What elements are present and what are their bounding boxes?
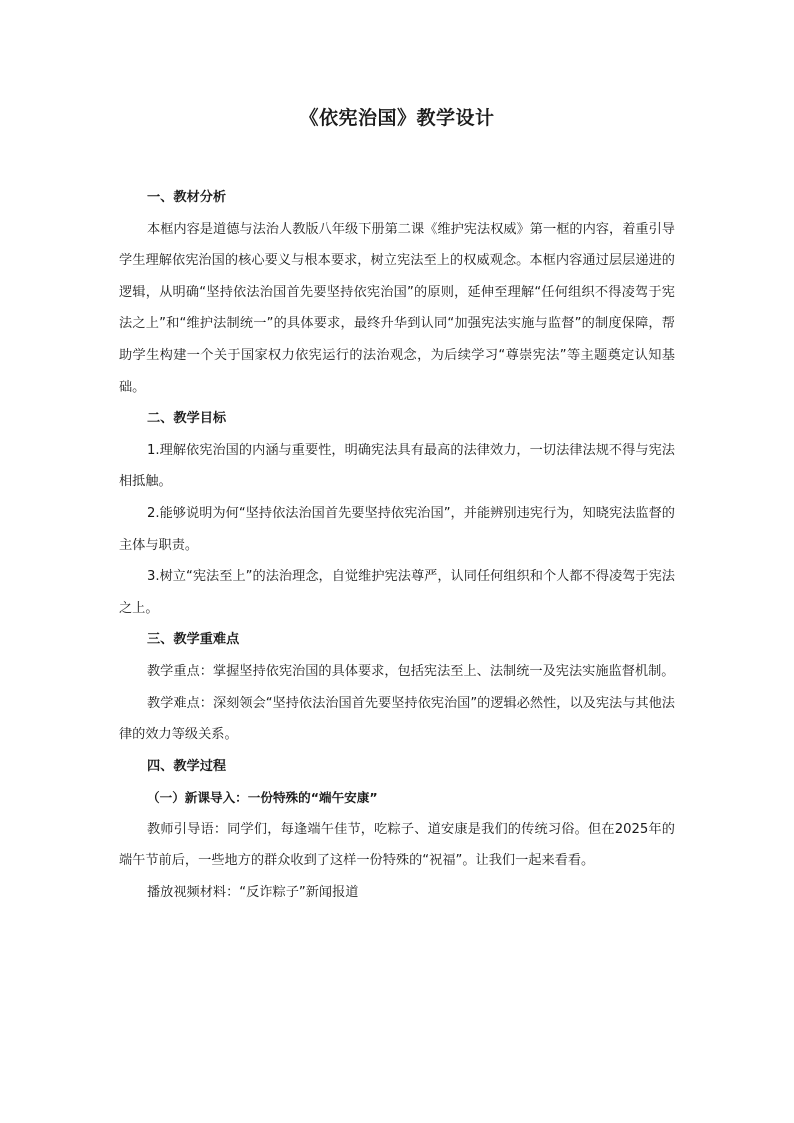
section-heading-teaching-process: 四、教学过程 [147, 758, 227, 774]
teaching-goal-3: 3.树立“宪法至上”的法治理念，自觉维护宪法尊严，认同任何组织和个人都不得凌驾于宪法之上。 [119, 569, 675, 616]
textbook-analysis-paragraph: 本框内容是道德与法治人教版八年级下册第二课《维护宪法权威》第一框的内容，着重引导学生理解依宪治国的核心要义与根本要求，树立宪法至上的权威观念。本框内容通过层层递进的逻辑，从明确“坚持依法治国首先要坚持依宪治国”的原则，延伸至理解“任何组织不得凌驾于宪法之上”和“维护法制统一”的具体要求，最终升华到认同“加强宪法实施与监督”的制度保障，帮助学生构建一个关于国家权力依宪运行的法治观念，为后续学习“尊崇宪法”等主题奠定认知基础。 [119, 221, 675, 395]
subsection-heading-introduction: （一）新课导入：一份特殊的“端午安康” [147, 790, 378, 806]
teaching-goal-1: 1.理解依宪治国的内涵与重要性，明确宪法具有最高的法律效力，一切法律法规不得与宪法相抵触。 [119, 442, 675, 490]
section-heading-key-difficult-points: 三、教学重难点 [147, 632, 240, 648]
document-body [119, 182, 675, 909]
video-material-paragraph: 播放视频材料：“反诈粽子”新闻报道 [147, 885, 359, 901]
teaching-difficult-point: 教学难点：深刻领会“坚持依法治国首先要坚持依宪治国”的逻辑必然性，以及宪法与其他法律的效力等级关系。 [119, 695, 675, 743]
document-title: 《依宪治国》教学设计 [299, 107, 495, 129]
teaching-key-point: 教学重点：掌握坚持依宪治国的具体要求，包括宪法至上、法制统一及宪法实施监督机制。 [147, 663, 675, 679]
teaching-goal-2: 2.能够说明为何“坚持依法治国首先要坚持依宪治国”，并能辨别违宪行为，知晓宪法监督的主体与职责。 [119, 505, 675, 553]
section-heading-textbook-analysis: 一、教材分析 [147, 190, 227, 205]
teacher-guide-paragraph: 教师引导语：同学们，每逢端午佳节，吃粽子、道安康是我们的传统习俗。但在2025年的端午节前后，一些地方的群众收到了这样一份特殊的“祝福”。让我们一起来看看。 [119, 821, 675, 869]
section-heading-teaching-goals: 二、教学目标 [147, 411, 227, 427]
